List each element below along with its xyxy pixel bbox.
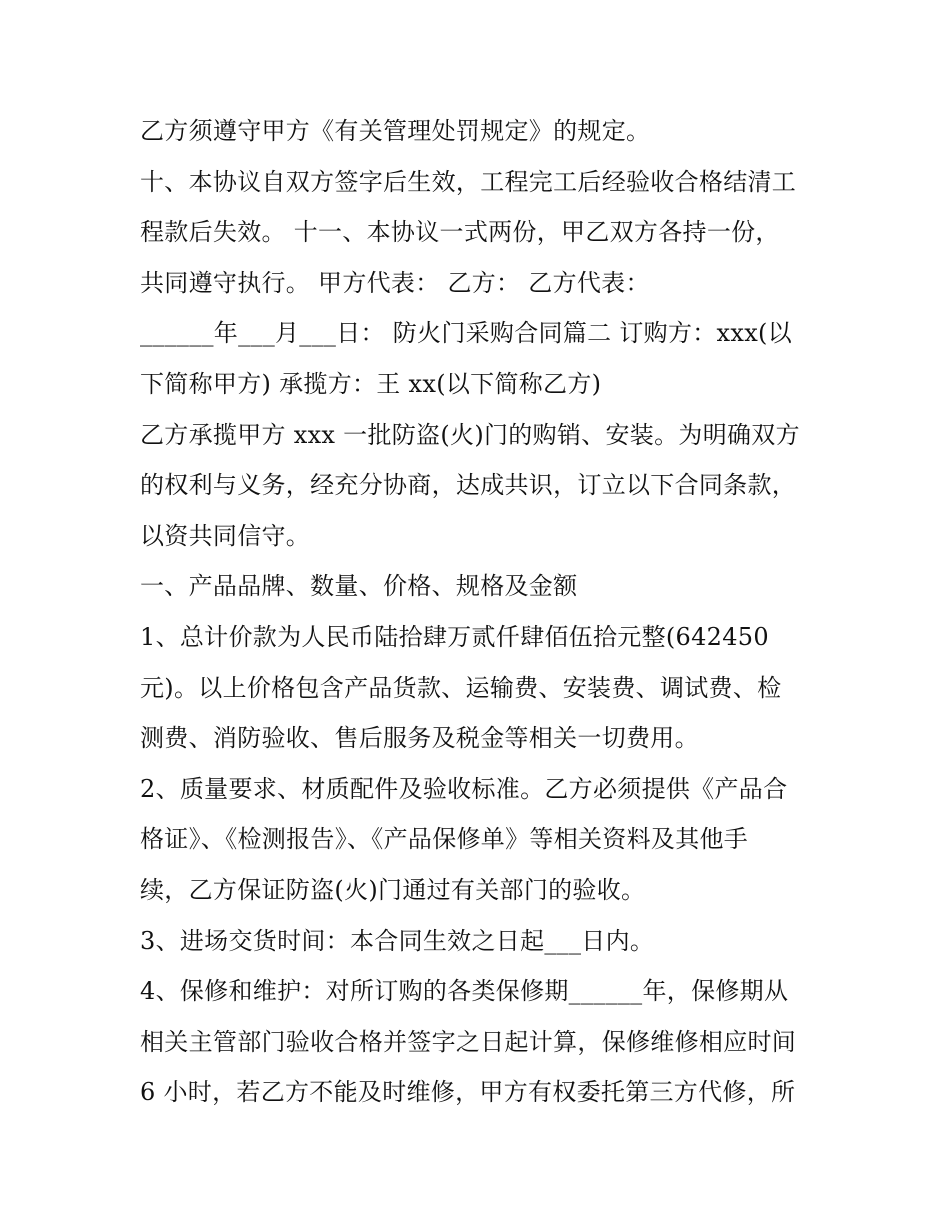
text-line: 的权利与义务，经充分协商，达成共识，订立以下合同条款， xyxy=(140,471,797,500)
text-line: 乙方须遵守甲方《有关管理处罚规定》的规定。 xyxy=(140,117,651,145)
text-line: 程款后失效。 十一、本协议一式两份，甲乙双方各持一份， xyxy=(140,218,780,247)
text-line: 测费、消防验收、售后服务及税金等相关一切费用。 xyxy=(140,724,699,753)
text-line: 格证》、《检测报告》、《产品保修单》等相关资料及其他手 xyxy=(140,825,749,854)
text-line: 十、本协议自双方签字后生效，工程完工后经验收合格结清工 xyxy=(140,167,797,196)
text-line: 3、进场交货时间：本合同生效之日起___日内。 xyxy=(140,926,655,955)
text-line: 以资共同信守。 xyxy=(140,521,311,550)
text-line: 下简称甲方) 承揽方：王 xx(以下简称乙方) xyxy=(140,369,602,398)
text-line: 共同遵守执行。 甲方代表： 乙方： 乙方代表： xyxy=(140,268,650,297)
text-line: 1、总计价款为人民币陆拾肆万贰仟肆佰伍拾元整(642450 xyxy=(140,622,769,651)
text-line: ______年___月___日： 防火门采购合同篇二 订购方：xxx(以 xyxy=(140,319,793,348)
document-body xyxy=(140,106,820,1118)
text-line: 元)。以上价格包含产品货款、运输费、安装费、调试费、检 xyxy=(140,673,782,702)
text-line: 相关主管部门验收合格并签字之日起计算，保修维修相应时间 xyxy=(140,1027,797,1056)
text-line: 续，乙方保证防盗(火)门通过有关部门的验收。 xyxy=(140,875,646,904)
section-heading: 一、产品品牌、数量、价格、规格及金额 xyxy=(140,572,578,601)
text-line: 6 小时，若乙方不能及时维修，甲方有权委托第三方代修，所 xyxy=(140,1078,796,1107)
text-line: 4、保修和维护：对所订购的各类保修期______年，保修期从 xyxy=(140,977,789,1006)
text-line: 乙方承揽甲方 xxx 一批防盗(火)门的购销、安装。为明确双方 xyxy=(140,420,800,449)
text-line: 2、质量要求、材质配件及验收标准。乙方必须提供《产品合 xyxy=(140,774,788,803)
